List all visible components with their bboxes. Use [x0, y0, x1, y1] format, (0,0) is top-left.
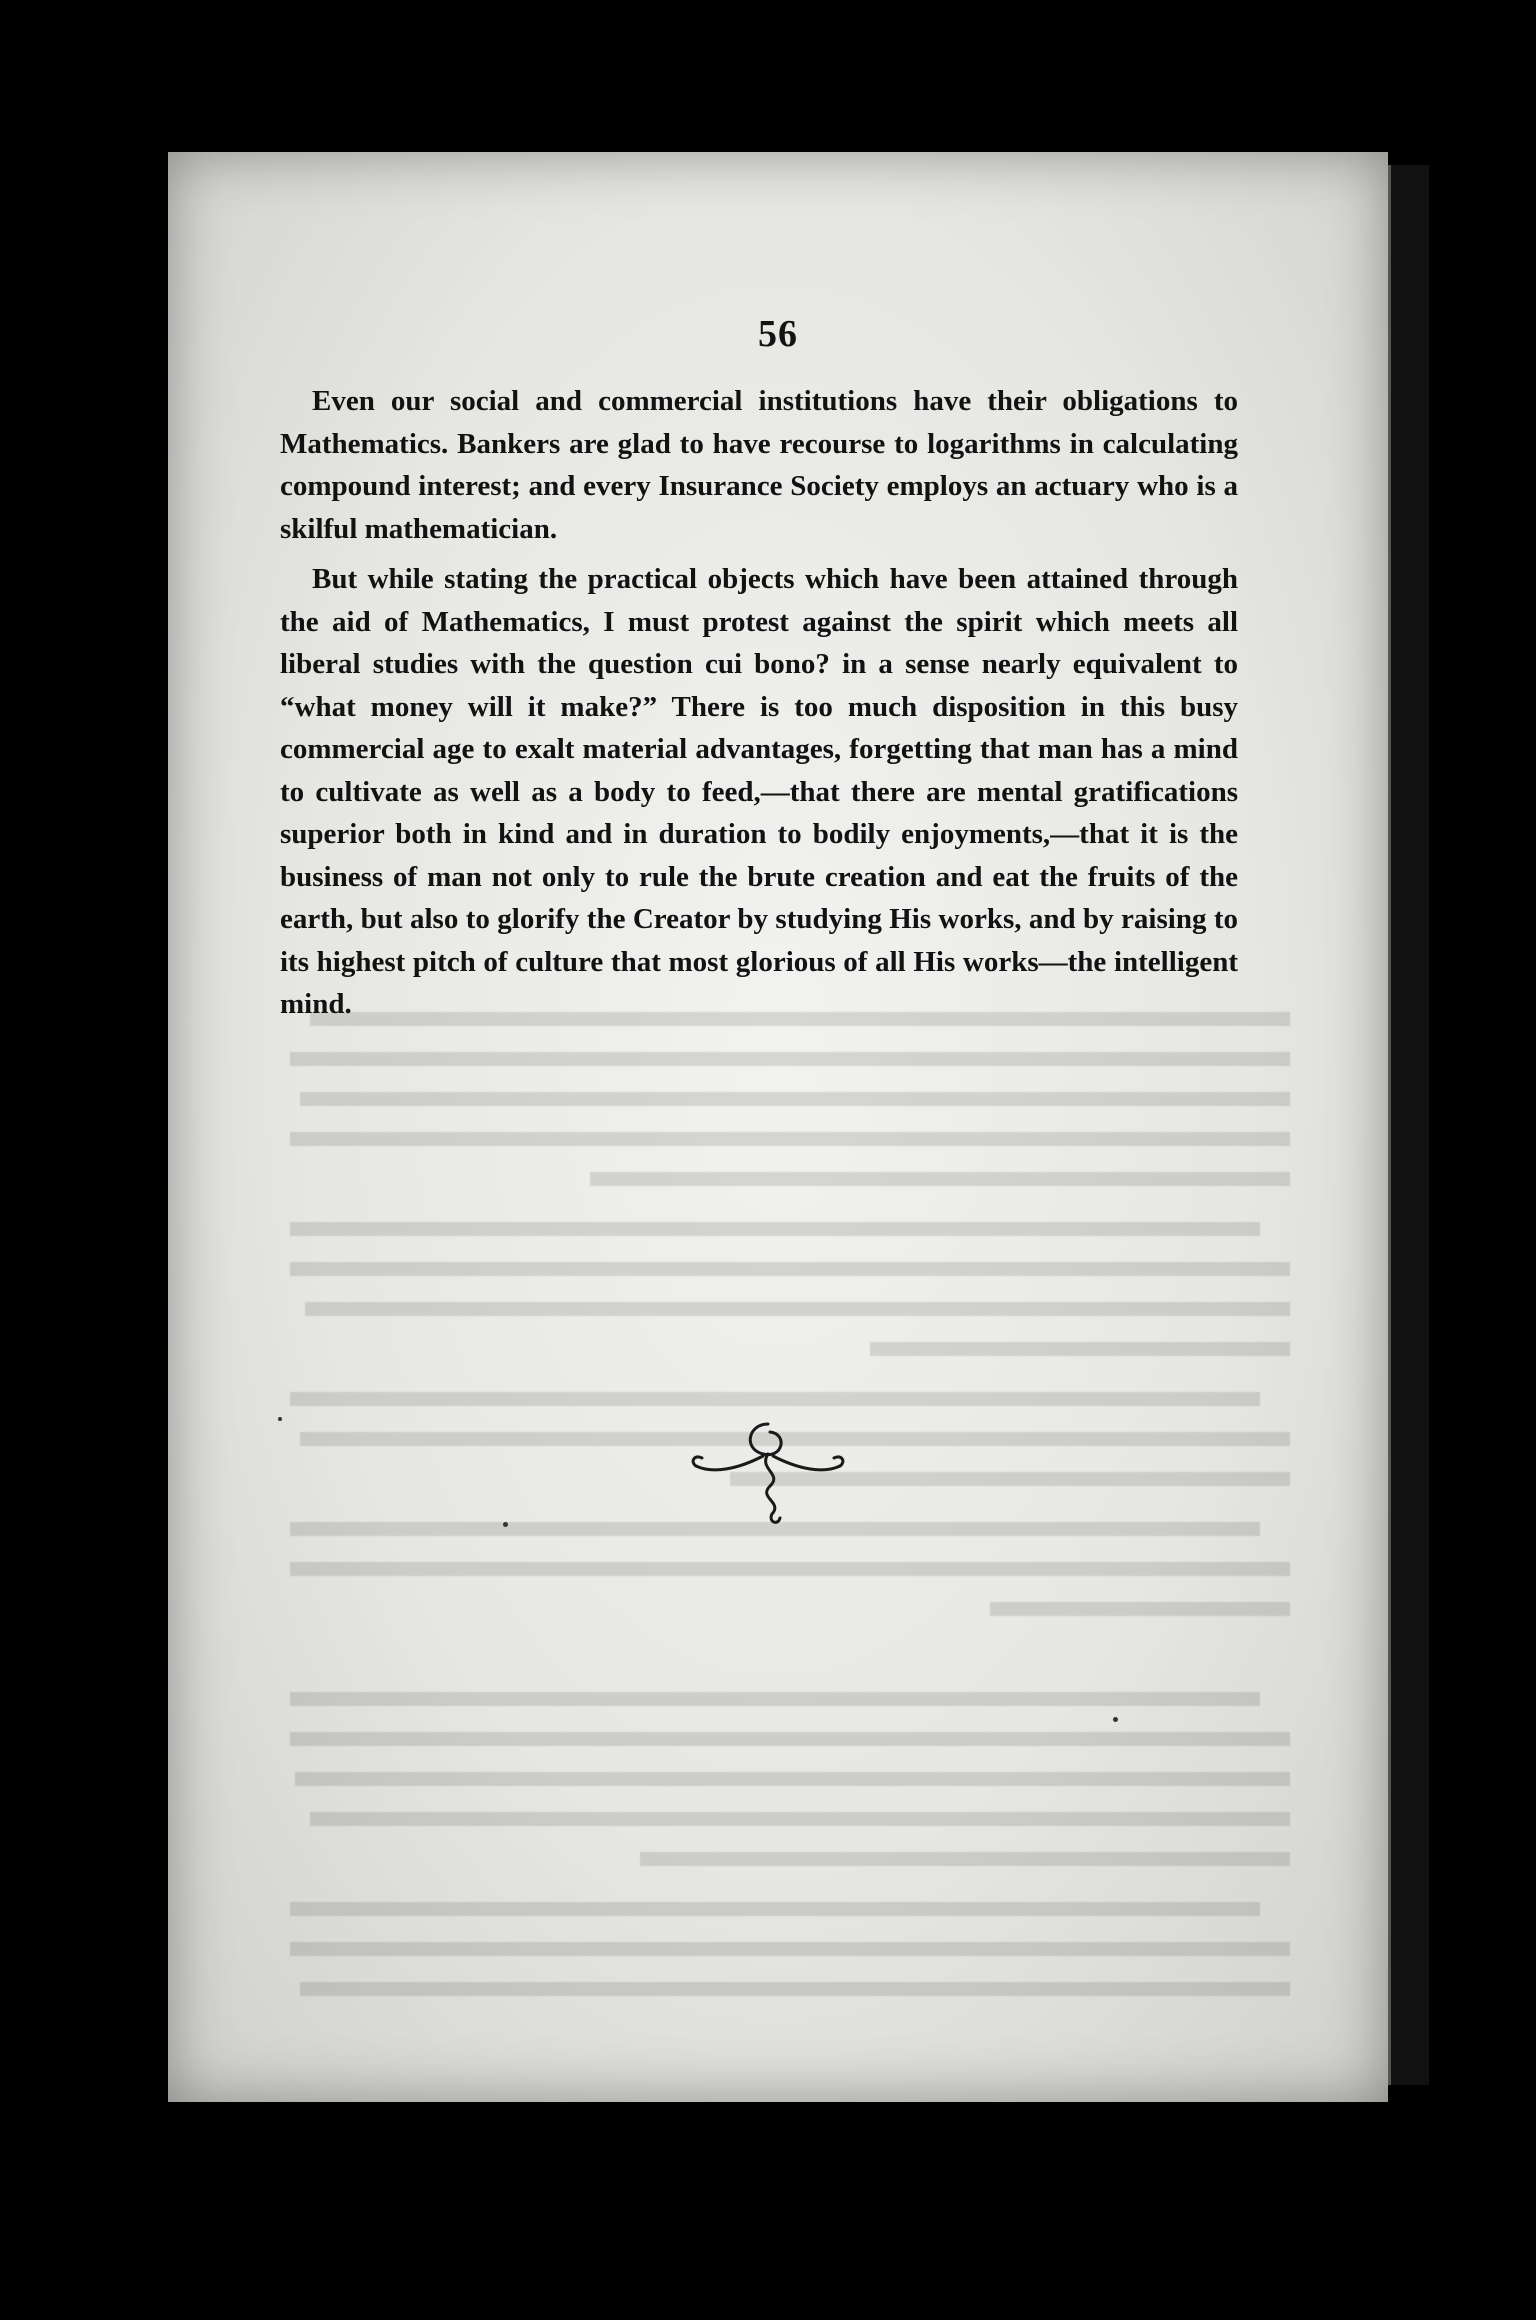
book-spine-edge [1388, 165, 1429, 2085]
page-number: 56 [758, 313, 798, 355]
document-page [168, 152, 1388, 2102]
flourish-ornament-icon [688, 1414, 848, 1534]
ink-speck [278, 1417, 282, 1421]
paragraph-1: Even our social and commercial institutions have their obligations to Mathematics. Bankers are glad to have recourse to logarithms in calculating compound interest; and every Insurance Society employs an actuary who is a skilful mathematician. [280, 385, 1238, 545]
ink-speck [503, 1522, 508, 1527]
body-text [280, 380, 1238, 1026]
paragraph-2: But while stating the practical objects which have been attained through the aid of Mathematics, I must protest against the spirit which meets all liberal studies with the question cui bono? in a sense nearly equivalent to “what money will it make?” There is too much disposition in this busy commercial age to exalt material advantages, forgetting that man has a mind to cultivate as well as a body to feed,—that there are mental gratifications superior both in kind and in duration to bodily enjoyments,—that it is the business of man not only to rule the brute creation and eat the fruits of the earth, but also to glorify the Creator by studying His works, and by raising to its highest pitch of culture that most glorious of all His works—the intelligent mind. [280, 563, 1238, 1020]
ink-speck [1113, 1717, 1118, 1722]
